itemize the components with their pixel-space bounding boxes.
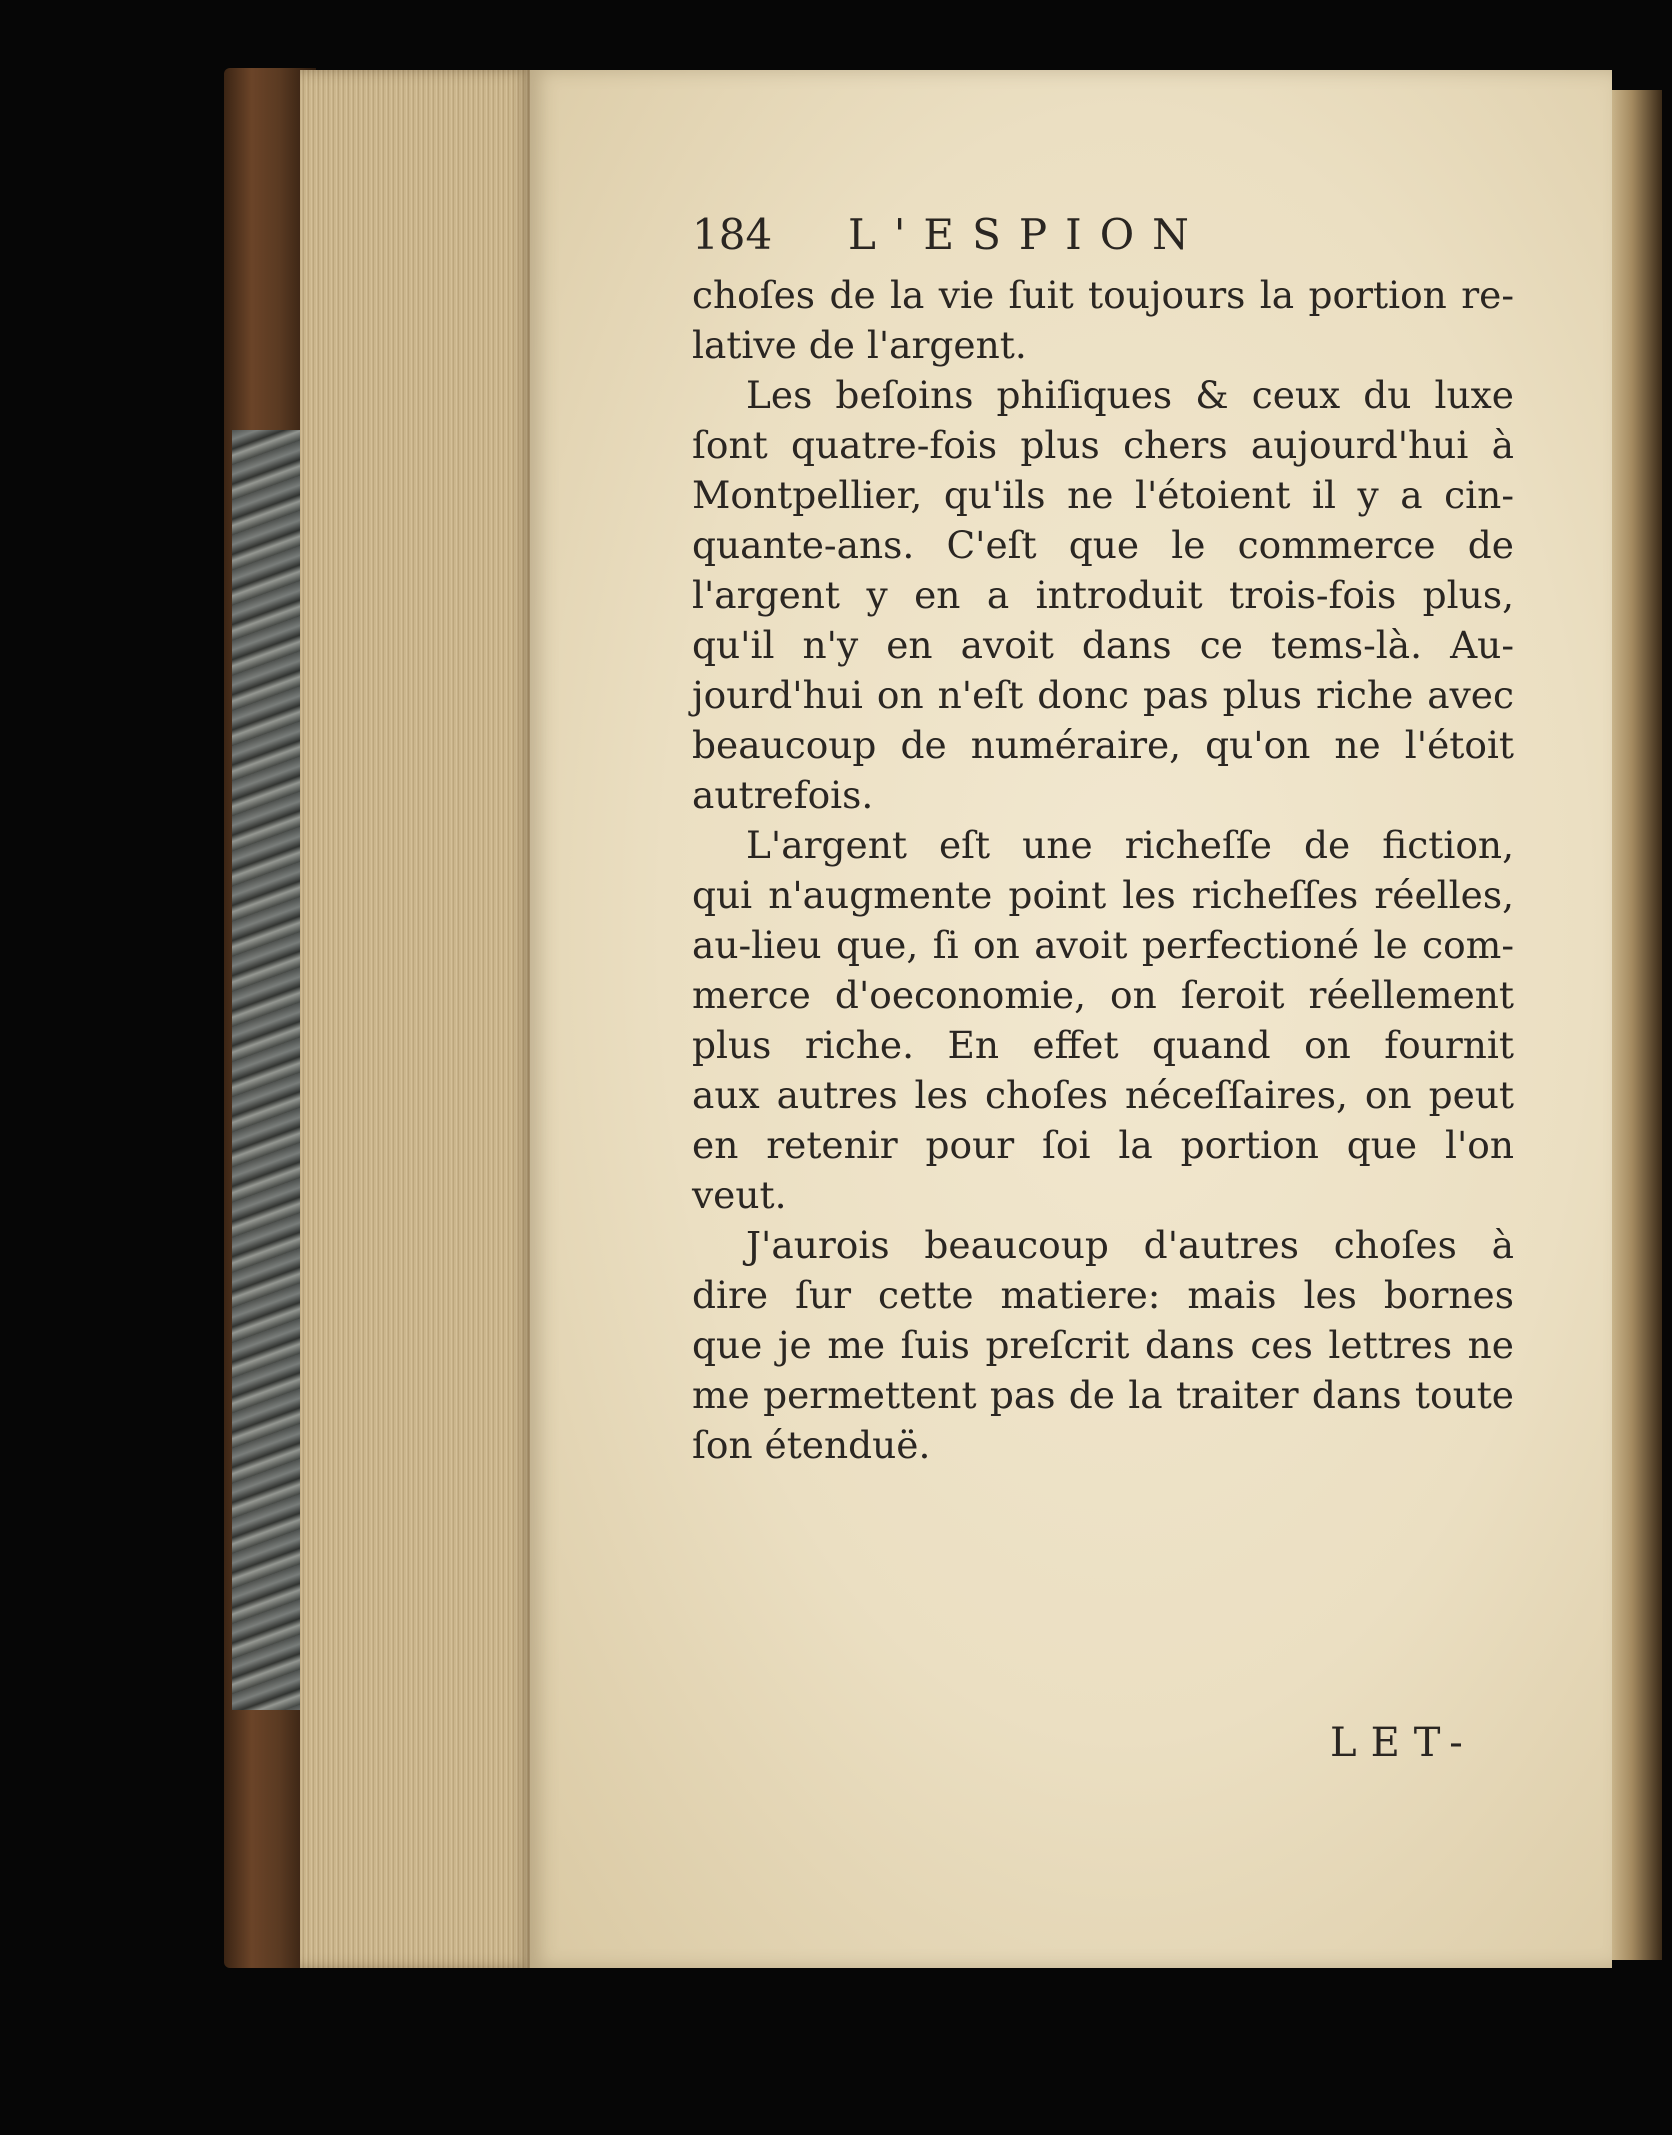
text-line: me permettent pas de la traiter dans toute xyxy=(692,1373,1514,1417)
text-line: merce d'oeconomie, on ſeroit réellement xyxy=(692,973,1514,1017)
text-line: Montpellier, qu'ils ne l'étoient il y a cin- xyxy=(692,473,1514,517)
text-line: autrefois. xyxy=(692,773,874,817)
running-head xyxy=(692,210,1514,270)
catchword: LET- xyxy=(1330,1720,1477,1766)
marbled-board xyxy=(232,430,302,1710)
page-edges xyxy=(300,70,532,1968)
text-line: ſon étenduë. xyxy=(692,1423,931,1467)
text-line: au-lieu que, ſi on avoit perfectioné le com- xyxy=(692,923,1514,967)
text-line: jourd'hui on n'eſt donc pas plus riche avec xyxy=(692,673,1514,717)
text-line: beaucoup de numéraire, qu'on ne l'étoit xyxy=(692,723,1514,767)
text-line: L'argent eſt une richeſſe de fiction, xyxy=(746,823,1514,867)
page-text xyxy=(692,210,1514,1470)
running-title: L'ESPION xyxy=(848,210,1207,259)
text-line: l'argent y en a introduit trois-fois plus, xyxy=(692,573,1514,617)
text-line: dire ſur cette matiere: mais les bornes xyxy=(692,1273,1514,1317)
text-line: qu'il n'y en avoit dans ce tems-là. Au- xyxy=(692,623,1514,667)
page-number: 184 xyxy=(692,210,773,259)
text-line: lative de l'argent. xyxy=(692,323,1027,367)
text-line: Les beſoins phiſiques & ceux du luxe xyxy=(746,373,1514,417)
text-line: choſes de la vie ſuit toujours la portion re- xyxy=(692,273,1514,317)
text-line: qui n'augmente point les richeſſes réelles, xyxy=(692,873,1514,917)
text-line: veut. xyxy=(692,1173,787,1217)
text-line: quante-ans. C'eſt que le commerce de xyxy=(692,523,1514,567)
text-line: J'aurois beaucoup d'autres choſes à xyxy=(746,1223,1514,1267)
text-line: plus riche. En effet quand on fournit xyxy=(692,1023,1514,1067)
facing-page-edge xyxy=(1612,90,1662,1960)
text-line: en retenir pour ſoi la portion que l'on xyxy=(692,1123,1514,1167)
text-line: que je me ſuis preſcrit dans ces lettres ne xyxy=(692,1323,1514,1367)
text-line: aux autres les choſes néceſſaires, on peut xyxy=(692,1073,1514,1117)
text-line: ſont quatre-fois plus chers aujourd'hui à xyxy=(692,423,1514,467)
